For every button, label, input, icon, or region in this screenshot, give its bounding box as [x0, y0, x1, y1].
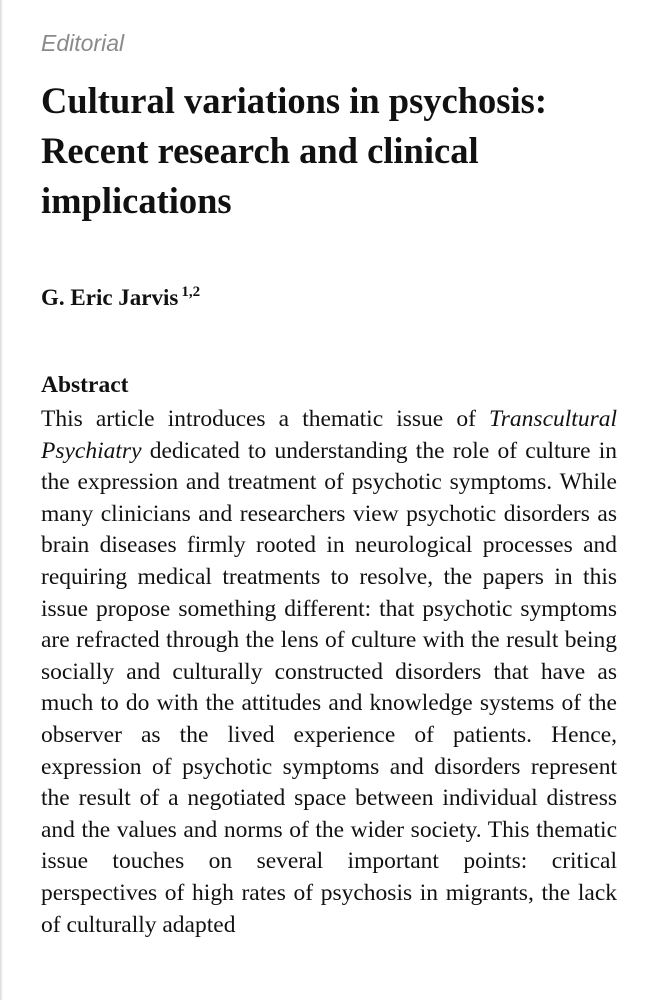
- section-label: Editorial: [41, 30, 125, 56]
- abstract-heading: Abstract: [41, 372, 129, 398]
- abstract-intro: This article introduces a thematic issue of: [41, 406, 476, 432]
- page-edge-shadow: [0, 0, 3, 1000]
- abstract-text: [41, 404, 617, 941]
- author-affiliations[interactable]: 1,2: [181, 284, 201, 300]
- journal-name: Transcultural Psychiatry: [41, 406, 617, 464]
- author-line: [41, 284, 200, 311]
- article-title: Cultural variations in psychosis: Recent research and clinical implications: [41, 80, 548, 221]
- abstract-body-text: dedicated to understanding the role of culture in the expression and treatment of psychotic symptoms. While many clinicians and researchers view psychotic disorders as brain diseases firmly rooted in neurological processes and requiring medical treatments to resolve, the papers in this issue propose something different: that psychotic symptoms are refracted through the lens of culture with the result being socially and culturally constructed disorders that have as much to do with the attitudes and knowledge systems of the observer as the lived experience of patients. Hence, expression of psychotic symptoms and disorders represent the result of a negotiated space between individual distress and the values and norms of the wider society. This thematic issue touches on several important points: critical perspectives of high rates of psychosis in migrants, the lack of culturally adapted: [41, 437, 618, 938]
- author-name: G. Eric Jarvis: [41, 285, 179, 310]
